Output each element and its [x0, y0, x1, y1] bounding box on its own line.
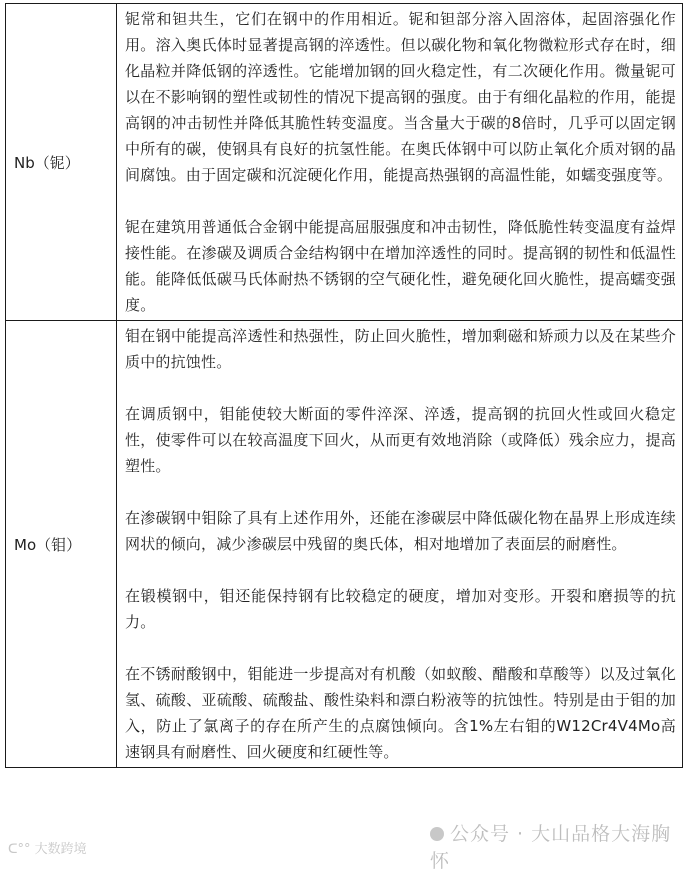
- element-description-cell: [117, 321, 683, 768]
- watermark-logo-icon: ᑕ°°: [8, 842, 31, 857]
- watermark-right-text: 公众号 · 大山品格大海胸怀: [430, 823, 672, 872]
- element-name-cell: Nb（铌）: [6, 4, 117, 321]
- wechat-icon: [430, 827, 444, 841]
- description-paragraph: 在渗碳钢中钼除了具有上述作用外，还能在渗碳层中降低碳化物在晶界上形成连续网状的倾向，减少渗碳层中残留的奥氏体，相对地增加了表面层的耐磨性。: [125, 509, 676, 553]
- description-paragraph: 铌在建筑用普通低合金钢中能提高屈服强度和冲击韧性，降低脆性转变温度有益焊接性能。在渗碳及调质合金结构钢中在增加淬透性的同时。提高钢的韧性和低温性能。能降低低碳马氏体耐热不锈钢的空气硬化性，避免硬化回火脆性，提高蠕变强度。: [125, 218, 676, 314]
- element-description-cell: [117, 4, 683, 321]
- description-paragraph: 在锻模钢中，钼还能保持钢有比较稳定的硬度，增加对变形。开裂和磨损等的抗力。: [125, 587, 676, 631]
- watermark-left-text: 大数跨境: [34, 842, 87, 857]
- table-row-nb: [6, 4, 683, 321]
- watermark-right: [430, 819, 686, 873]
- watermark-left: [8, 838, 87, 857]
- description-paragraph: 在调质钢中，钼能使较大断面的零件淬深、淬透，提高钢的抗回火性或回火稳定性，使零件可以在较高温度下回火，从而更有效地消除（或降低）残余应力，提高塑性。: [125, 405, 676, 475]
- alloy-element-table: [5, 3, 683, 768]
- description-paragraph: 铌常和钽共生，它们在钢中的作用相近。铌和钽部分溶入固溶体，起固溶强化作用。溶入奥氏体时显著提高钢的淬透性。但以碳化物和氧化物微粒形式存在时，细化晶粒并降低钢的淬透性。它能增加钢的回火稳定性，有二次硬化作用。微量铌可以在不影响钢的塑性或韧性的情况下提高钢的强度。由于有细化晶粒的作用，能提高钢的冲击韧性并降低其脆性转变温度。当含量大于碳的8倍时，几乎可以固定钢中所有的碳，使钢具有良好的抗氢性能。在奥氏体钢中可以防止氧化介质对钢的晶间腐蚀。由于固定碳和沉淀硬化作用，能提高热强钢的高温性能，如蠕变强度等。: [125, 10, 676, 184]
- element-name-cell: Mo（钼）: [6, 321, 117, 768]
- table-row-mo: [6, 321, 683, 768]
- description-paragraph: 钼在钢中能提高淬透性和热强性，防止回火脆性，增加剩磁和矫顽力以及在某些介质中的抗蚀性。: [125, 327, 676, 371]
- description-paragraph: 在不锈耐酸钢中，钼能进一步提高对有机酸（如蚁酸、醋酸和草酸等）以及过氧化氢、硫酸、亚硫酸、硫酸盐、酸性染料和漂白粉液等的抗蚀性。特别是由于钼的加入，防止了氯离子的存在所产生的点腐蚀倾向。含1%左右钼的W12Cr4V4Mo高速钢具有耐磨性、回火硬度和红硬性等。: [125, 665, 676, 761]
